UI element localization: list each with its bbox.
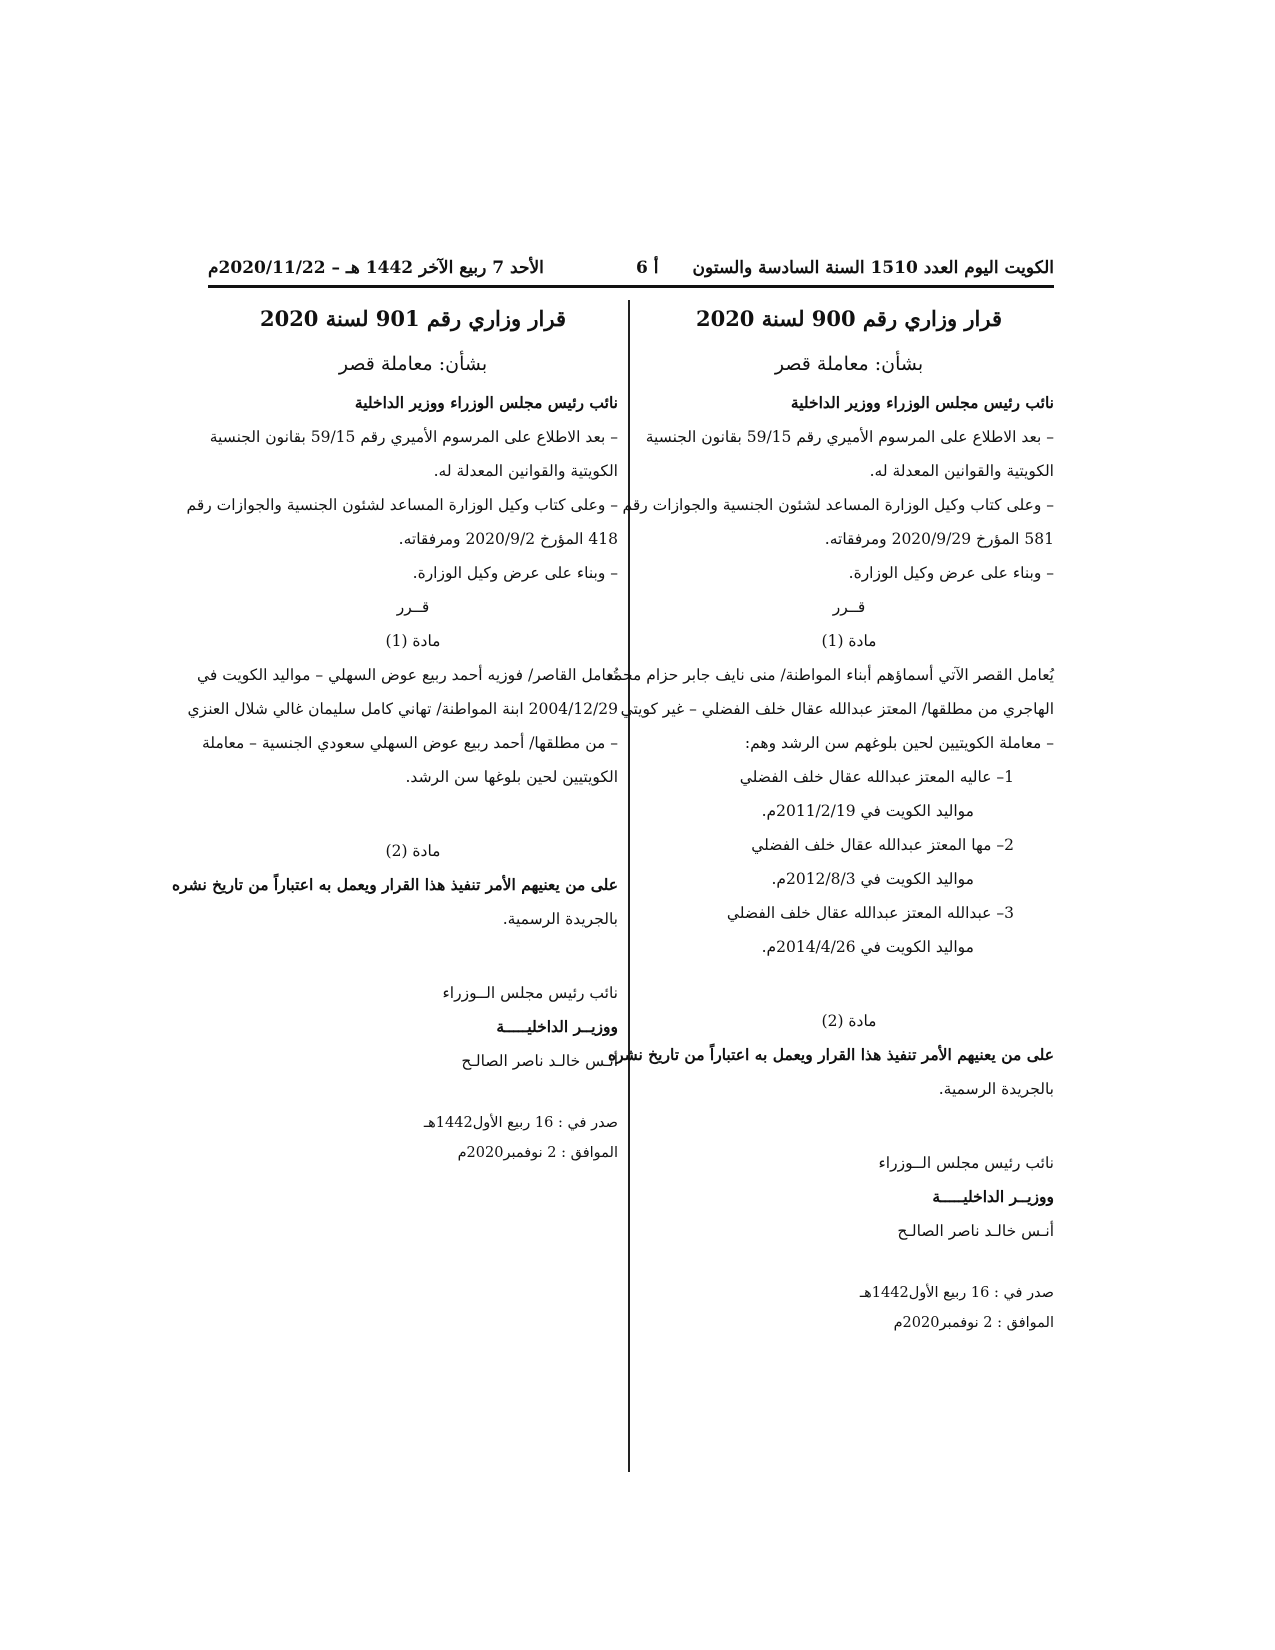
decree-900-title: قرار وزاري رقم 900 لسنة 2020: [695, 306, 1003, 331]
decree-901-preamble-line: – وبناء على عرض وكيل الوزارة.: [412, 564, 618, 582]
decree-900-issued-date: صدر في : 16 ربيع الأول1442هـ: [859, 1285, 1054, 1301]
decree-901-subject: بشأن: معاملة قصر: [338, 353, 488, 375]
decree-900-article1-line: – معاملة الكويتيين لحين بلوغهم سن الرشد وهم:: [744, 734, 1054, 752]
decree-901-title: قرار وزاري رقم 901 لسنة 2020: [259, 306, 567, 331]
decree-900-signature: [644, 1146, 1054, 1248]
decree-901-article2-line: على من يعنيهم الأمر تنفيذ هذا القرار ويعمل به اعتباراً من تاريخ نشره: [171, 875, 618, 894]
signature-ministry: ووزيــر الداخليـــــة: [496, 1017, 618, 1036]
decree-900-article1-line: يُعامل القصر الآتي أسماؤهم أبناء المواطنة/ منى نايف جابر حزام محمد: [605, 666, 1054, 684]
signature-name: أنـس خالـد ناصر الصالـح: [461, 1052, 618, 1070]
decree-900-child-name: 3– عبدالله المعتز عبدالله عقال خلف الفضلي: [726, 904, 1014, 922]
header-issue-info: الكويت اليوم العدد 1510 السنة السادسة والستون: [692, 258, 1054, 278]
decree-901-column: [171, 296, 618, 1168]
decree-900-child-name: 2– مها المعتز عبدالله عقال خلف الفضلي: [751, 836, 1014, 854]
decree-900-decided: قــرر: [832, 598, 866, 616]
decree-900-preamble-line: الكويتية والقوانين المعدلة له.: [869, 462, 1054, 480]
decree-901-decided: قــرر: [396, 598, 430, 616]
header-rule: [208, 285, 1054, 288]
page-header: [208, 258, 1054, 284]
decree-900-corresponding-date: الموافق : 2 نوفمبر2020م: [893, 1315, 1054, 1331]
decree-901-signature: [208, 976, 618, 1078]
decree-901-article1-line: الكويتيين لحين بلوغها سن الرشد.: [405, 768, 618, 786]
decree-901-issued-date: صدر في : 16 ربيع الأول1442هـ: [423, 1115, 618, 1131]
decree-901-article1-line: تُعامل القاصر/ فوزيه أحمد ربيع عوض السهلي – مواليد الكويت في: [197, 666, 618, 684]
decree-900-child-birth: مواليد الكويت في 2011/2/19م.: [761, 802, 974, 820]
signature-ministry: ووزيــر الداخليـــــة: [932, 1187, 1054, 1206]
decree-900-preamble-line: – بعد الاطلاع على المرسوم الأميري رقم 59/15 بقانون الجنسية: [645, 428, 1054, 446]
column-divider: [628, 300, 630, 1472]
decree-900-article2-line: بالجريدة الرسمية.: [938, 1080, 1054, 1098]
decree-901-corresponding-date: الموافق : 2 نوفمبر2020م: [457, 1145, 618, 1161]
decree-901-preamble-line: الكويتية والقوانين المعدلة له.: [433, 462, 618, 480]
decree-900-article1-heading: مادة (1): [821, 632, 877, 650]
decree-901-preamble-line: – وعلى كتاب وكيل الوزارة المساعد لشئون الجنسية والجوازات رقم: [186, 496, 618, 514]
decree-900-child-birth: مواليد الكويت في 2014/4/26م.: [761, 938, 974, 956]
decree-900-child-name: 1– عاليه المعتز عبدالله عقال خلف الفضلي: [739, 768, 1014, 786]
decree-900-article2-heading: مادة (2): [821, 1012, 877, 1030]
signature-title: نائب رئيس مجلس الــوزراء: [878, 1154, 1054, 1172]
decree-900-subject: بشأن: معاملة قصر: [774, 353, 924, 375]
decree-900-child-birth: مواليد الكويت في 2012/8/3م.: [771, 870, 974, 888]
signature-name: أنـس خالـد ناصر الصالـح: [897, 1222, 1054, 1240]
header-date: الأحد 7 ربيع الآخر 1442 هـ – 2020/11/22م: [208, 258, 544, 278]
decree-900-preamble-line: – وبناء على عرض وكيل الوزارة.: [848, 564, 1054, 582]
decree-900-issuer: نائب رئيس مجلس الوزراء ووزير الداخلية: [790, 393, 1054, 412]
decree-901-article1-heading: مادة (1): [385, 632, 441, 650]
decree-900-article1-line: الهاجري من مطلقها/ المعتز عبدالله عقال خلف الفضلي – غير كويتي: [620, 700, 1054, 718]
decree-900-preamble-line: 581 المؤرخ 2020/9/29 ومرفقاته.: [824, 530, 1054, 548]
decree-901-article1-line: 2004/12/29 ابنة المواطنة/ تهاني كامل سليمان غالي شلال العنزي: [187, 700, 618, 718]
decree-901-preamble-line: – بعد الاطلاع على المرسوم الأميري رقم 59/15 بقانون الجنسية: [209, 428, 618, 446]
decree-901-article2-line: بالجريدة الرسمية.: [502, 910, 618, 928]
decree-900-preamble-line: – وعلى كتاب وكيل الوزارة المساعد لشئون الجنسية والجوازات رقم: [622, 496, 1054, 514]
decree-900-column: [605, 296, 1054, 1338]
decree-901-article2-heading: مادة (2): [385, 842, 441, 860]
decree-900-article2-line: على من يعنيهم الأمر تنفيذ هذا القرار ويعمل به اعتباراً من تاريخ نشره: [607, 1045, 1054, 1064]
signature-title: نائب رئيس مجلس الــوزراء: [442, 984, 618, 1002]
header-page-number: أ 6: [636, 258, 659, 278]
decree-901-issuer: نائب رئيس مجلس الوزراء ووزير الداخلية: [354, 393, 618, 412]
decree-901-preamble-line: 418 المؤرخ 2020/9/2 ومرفقاته.: [398, 530, 618, 548]
decree-901-article1-line: – من مطلقها/ أحمد ربيع عوض السهلي سعودي الجنسية – معاملة: [202, 734, 618, 752]
